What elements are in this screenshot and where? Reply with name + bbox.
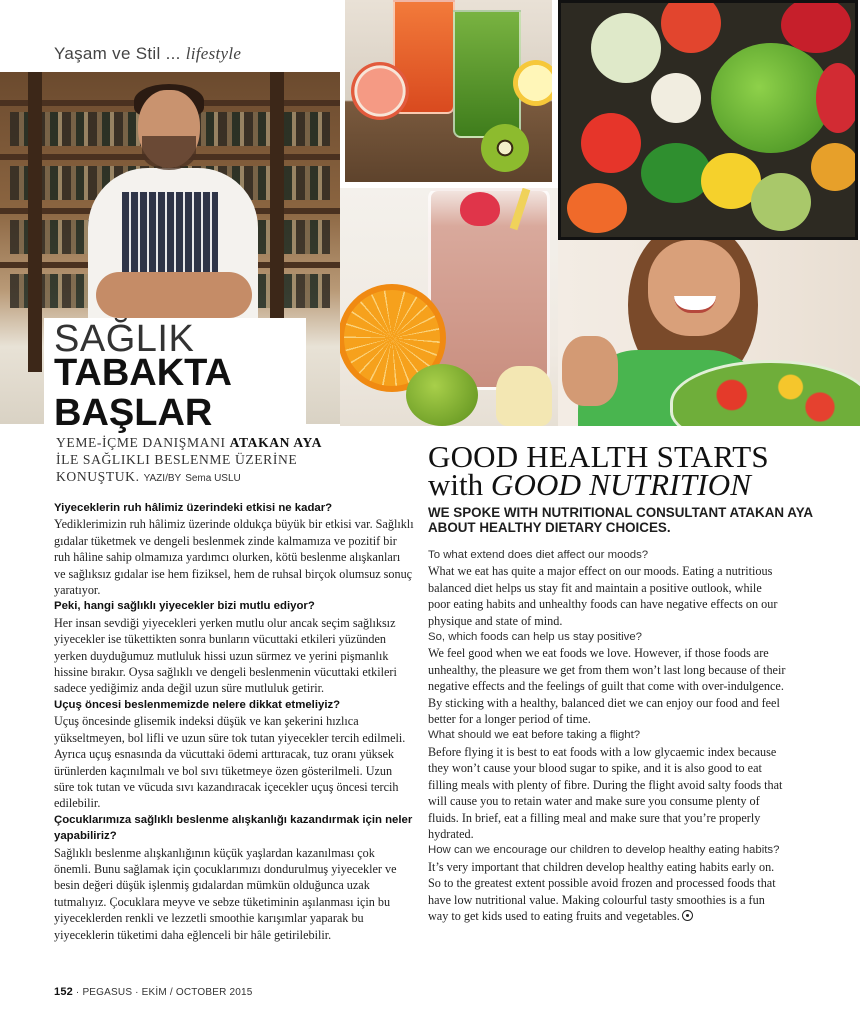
footer-publication: · PEGASUS · EKİM / OCTOBER 2015 xyxy=(72,987,253,998)
byline-author: Sema USLU xyxy=(185,473,241,484)
article-en xyxy=(428,547,786,924)
section-label-tr: Yaşam ve Stil xyxy=(54,44,161,63)
subtitle-tr-part1: YEME-İÇME DANIŞMANI xyxy=(56,435,226,450)
page-number: 152 xyxy=(54,986,73,998)
page-footer xyxy=(54,986,253,998)
answer-en: We feel good when we eat foods we love. However, if those foods are unhealthy, the pleasure we get from them won’t last long because of their negative effects and the feelings of guilt that come with over-indulgence. By sticking with a healthy, balanced diet we can enjoy our food and feel better for a longer period of time. xyxy=(428,646,786,727)
section-label-sep: ... xyxy=(160,44,186,63)
smoothie-photo xyxy=(340,188,558,426)
title-tr-line3: BAŞLAR xyxy=(54,392,213,434)
subtitle-tr-name: ATAKAN AYA xyxy=(229,435,323,450)
vegetables-photo xyxy=(558,0,858,240)
question-tr: Uçuş öncesi beslenmemizde nelere dikkat etmeliyiz? xyxy=(54,698,341,711)
woman-salad-photo xyxy=(558,240,860,426)
answer-en: What we eat has quite a major effect on our moods. Eating a nutritious balanced diet helps us stay fit and maintain a positive outlook, while poor eating habits and unhealthy foods can have negative effects on our physique and state of mind. xyxy=(428,564,778,628)
title-en-italic: GOOD NUTRITION xyxy=(490,467,752,502)
answer-en-text: It’s very important that children develop healthy eating habits early on. So to the greatest extent possible avoid frozen and processed foods that have low nutritional value. Making colourful tasty smoothies is a fun way to get kids used to eating fruits and vegetables. xyxy=(428,859,776,923)
article-tr xyxy=(54,500,414,943)
end-mark-icon xyxy=(682,910,693,921)
question-tr: Çocuklarımıza sağlıklı beslenme alışkanlığı kazandırmak için neler yapabiliriz? xyxy=(54,813,413,843)
byline-label: YAZI/BY xyxy=(143,473,182,484)
title-en-line1: GOOD HEALTH STARTS xyxy=(428,439,769,474)
question-tr: Peki, hangi sağlıklı yiyecekler bizi mutlu ediyor? xyxy=(54,600,315,613)
section-label xyxy=(54,44,241,64)
question-tr: Yiyeceklerin ruh hâlimiz üzerindeki etkisi ne kadar? xyxy=(54,502,333,514)
title-en-line2 xyxy=(428,469,751,500)
question-en: So, which foods can help us stay positive? xyxy=(428,631,643,644)
question-en: How can we encourage our children to develop healthy eating habits? xyxy=(428,844,780,857)
question-en: What should we eat before taking a flight? xyxy=(428,729,641,742)
juice-photo xyxy=(345,0,552,182)
subtitle-tr xyxy=(56,434,326,487)
answer-tr: Uçuş öncesinde glisemik indeksi düşük ve kan şekerini hızlıca yükseltmeyen, bol lifli ve uzun süre tok tutan yiyecekler tercih edilmeli. Ayrıca uçuş esnasında da vücuttaki ödemi arttıracak, tuz oranı yüksek ürünlerden kaçınılmalı ve bol sıvı tüketmeye özen gösterilmeli. Uzun süre tok tutan ve vücuda sıvı kazandıracak içecekler uçuş öncesi tercih edilebilir. xyxy=(54,714,406,811)
answer-en xyxy=(428,859,786,925)
title-tr-line1: SAĞLIK xyxy=(54,318,195,360)
answer-tr: Her insan sevdiği yiyecekleri yerken mutlu olur ancak seçim sağlıksız yiyecekler ise tükettikten sonra bunların vücuttaki etkileri yüzünden yerken duyduğumuz mutluluk hissi uzun sürmez ve yerini pişmanlık hissine bırakır. Oysa sağlıklı ve dengeli beslenmenin vücuttaki etkileri sadece yediğimiz anda değil uzun süre mutluluk getirir. xyxy=(54,615,397,696)
answer-en: Before flying it is best to eat foods with a low glycaemic index because they won’t cause your blood sugar to spike, and it is also good to eat filling meals with plenty of fibre. During the flight avoid salty foods that will cause you to retain water and make sure you consume plenty of fluids. In brief, eat a filling meal and make sure that you’re properly hydrated. xyxy=(428,744,783,841)
subtitle-tr-part2: İLE SAĞLIKLI BESLENME ÜZERİNE KONUŞTUK. xyxy=(56,452,298,484)
section-label-en: lifestyle xyxy=(185,44,242,63)
answer-tr: Sağlıklı beslenme alışkanlığının küçük yaşlardan kazanılması çok önemli. Bunu sağlamak için çocuklarımızı dondurulmuş yiyecekler ve besin değeri düşük işlenmiş gıdalardan mümkün olduğunca uzak tutmalıyız. Çocuklara meyve ve sebze tüketiminin aşılanması için bu yiyeceklerden renkli ve lezzetli smoothie karışımlar yaparak bu yiyeceklerin tüketimi daha eğlenceli bir hâle getirilebilir. xyxy=(54,845,397,942)
title-tr-line2: TABAKTA xyxy=(54,352,232,394)
title-en-with: with xyxy=(428,467,484,502)
question-en: To what extend does diet affect our moods? xyxy=(428,549,649,561)
subtitle-en: WE SPOKE WITH NUTRITIONAL CONSULTANT ATAKAN AYA ABOUT HEALTHY DIETARY CHOICES. xyxy=(428,505,813,535)
answer-tr: Yediklerimizin ruh hâlimiz üzerinde oldukça büyük bir etkisi var. Sağlıklı gıdalar tüketmek ve dengeli beslenmek zinde kalmamıza ve pozitif bir ruh hâline sahip olmamıza yardımcı olurken, kötü beslenme alışkanları ve sağlıksız gıdalar ise hem fiziksel, hem de ruhsal birçok olumsuz sonuç yaratıyor. xyxy=(54,517,414,598)
